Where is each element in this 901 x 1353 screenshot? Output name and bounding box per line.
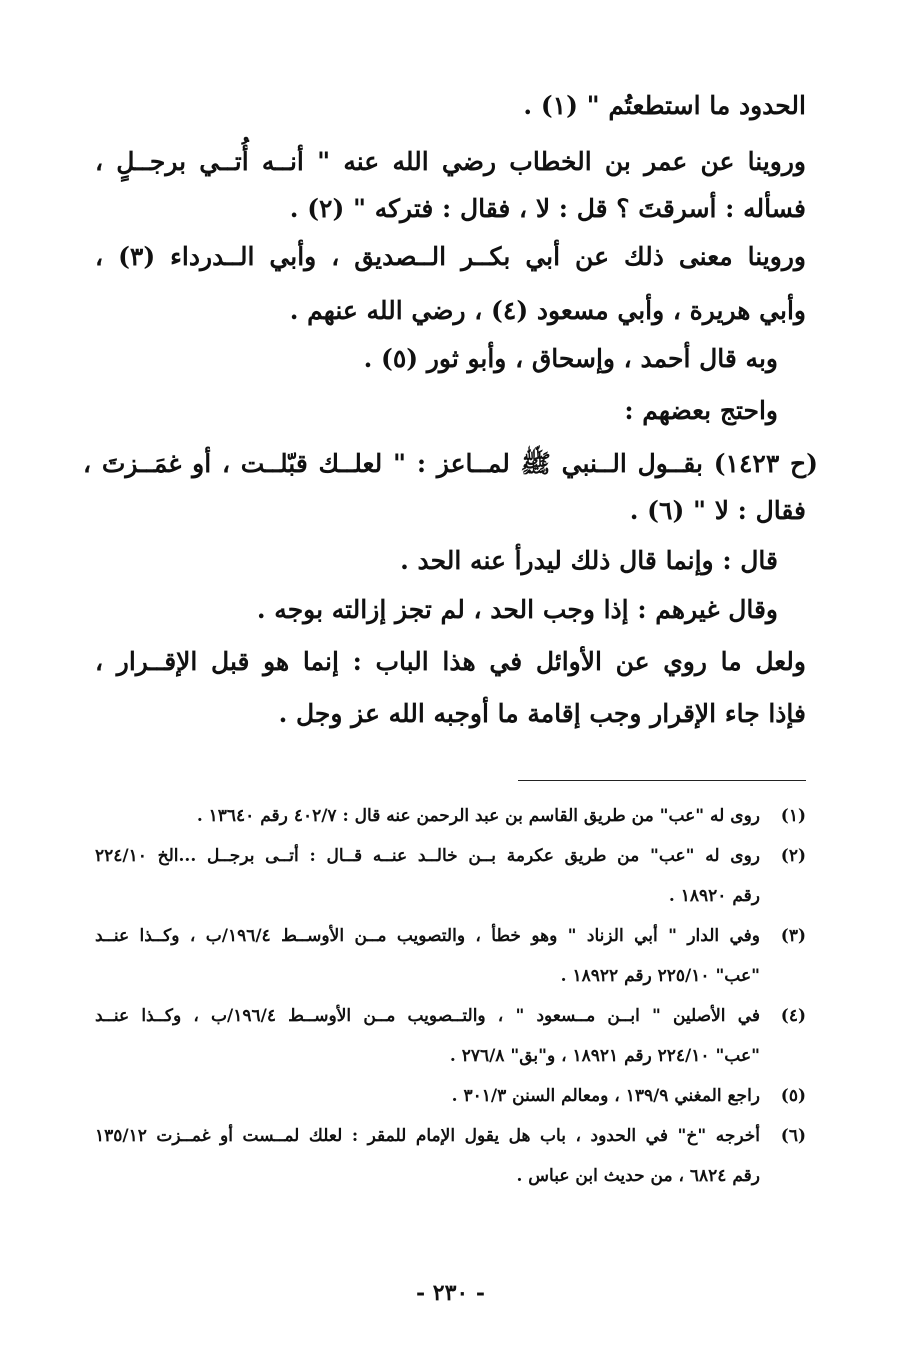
footnote-text: رقم ١٨٩٢٠ . [668, 886, 760, 906]
footnote-number: (٣) [780, 926, 806, 946]
footnote-number: (٦) [780, 1126, 806, 1146]
footnote-4 [95, 996, 806, 1076]
text-line-1: الحدود ما استطعتُم " (١) . [523, 91, 806, 120]
text-line-6: وبه قال أحمد ، وإسحاق ، وأبو ثور (٥) . [363, 344, 778, 373]
footnote-text: روى له "عب" من طريق القاسم بن عبد الرحمن عنه قال : ٤٠٢/٧ رقم ١٣٦٤٠ . [196, 806, 760, 826]
footnote-text: "عب" ٢٢٥/١٠ رقم ١٨٩٢٢ . [560, 966, 760, 986]
text-line-11: وقال غيرهم : إذا وجب الحد ، لم تجز إزالته بوجه . [256, 595, 778, 624]
text-line-3: فسأله : أسرقتَ ؟ قل : لا ، فقال : فتركه " (٢) . [289, 194, 806, 223]
footnote-text: راجع المغني ١٣٩/٩ ، ومعالم السنن ٣٠١/٣ . [451, 1086, 760, 1106]
footnote-1 [95, 796, 806, 836]
text-line-12: ولعل ما روي عن الأوائل في هذا الباب : إنما هو قبل الإقــرار ، [95, 647, 806, 676]
footnote-divider [518, 780, 806, 781]
text-line-2: وروينا عن عمر بن الخطاب رضي الله عنه " أنــه أُتــي برجــلٍ ، [95, 147, 806, 176]
footnote-5 [95, 1076, 806, 1116]
text-line-5: وأبي هريرة ، وأبي مسعود (٤) ، رضي الله عنهم . [289, 296, 806, 325]
text-line-13: فإذا جاء الإقرار وجب إقامة ما أوجبه الله عز وجل . [278, 699, 806, 728]
footnote-number: (٢) [780, 846, 806, 866]
footnote-text: وفي الدار " أبي الزناد " وهو خطأ ، والتصويب مــن الأوســط ١٩٦/٤/ب ، وكــذا عنــد [95, 926, 760, 946]
footnote-number: (٤) [780, 1006, 806, 1026]
footnote-text: رقم ٦٨٢٤ ، من حديث ابن عباس . [516, 1166, 760, 1186]
hadith-line-2: فقال : لا " (٦) . [629, 496, 806, 525]
page-number: - ٢٣٠ - [415, 1280, 486, 1306]
text-line-4: وروينا معنى ذلك عن أبي بكــر الــصديق ، وأبي الــدرداء (٣) ، [95, 242, 806, 271]
text-line-7: واحتج بعضهم : [624, 396, 778, 425]
footnote-6 [95, 1116, 806, 1196]
footnote-text: في الأصلين " ابــن مــسعود " ، والتــصويب مــن الأوســط ١٩٦/٤/ب ، وكــذا عنــد [95, 1006, 760, 1026]
footnote-number: (٥) [780, 1086, 806, 1106]
hadith-line-1: (ح ١٤٢٣) بقــول الــنبي ﷺ لمــاعز : " لعلــك قبّلــت ، أو غمَــزتَ ، [83, 449, 819, 478]
footnote-text: "عب" ٢٢٤/١٠ رقم ١٨٩٢١ ، و"بق" ٢٧٦/٨ . [449, 1046, 760, 1066]
footnote-3 [95, 916, 806, 996]
footnote-text: روى له "عب" من طريق عكرمة بــن خالــد عنــه قــال : أتــى برجــل ...الخ ٢٢٤/١٠ [95, 846, 760, 866]
footnote-number: (١) [780, 806, 806, 826]
footnote-text: أخرجه "خ" في الحدود ، باب هل يقول الإمام للمقر : لعلك لمــست أو غمــزت ١٣٥/١٢ [95, 1126, 760, 1146]
footnote-2 [95, 836, 806, 916]
footnotes [95, 796, 806, 1196]
text-line-10: قال : وإنما قال ذلك ليدرأ عنه الحد . [400, 546, 778, 575]
